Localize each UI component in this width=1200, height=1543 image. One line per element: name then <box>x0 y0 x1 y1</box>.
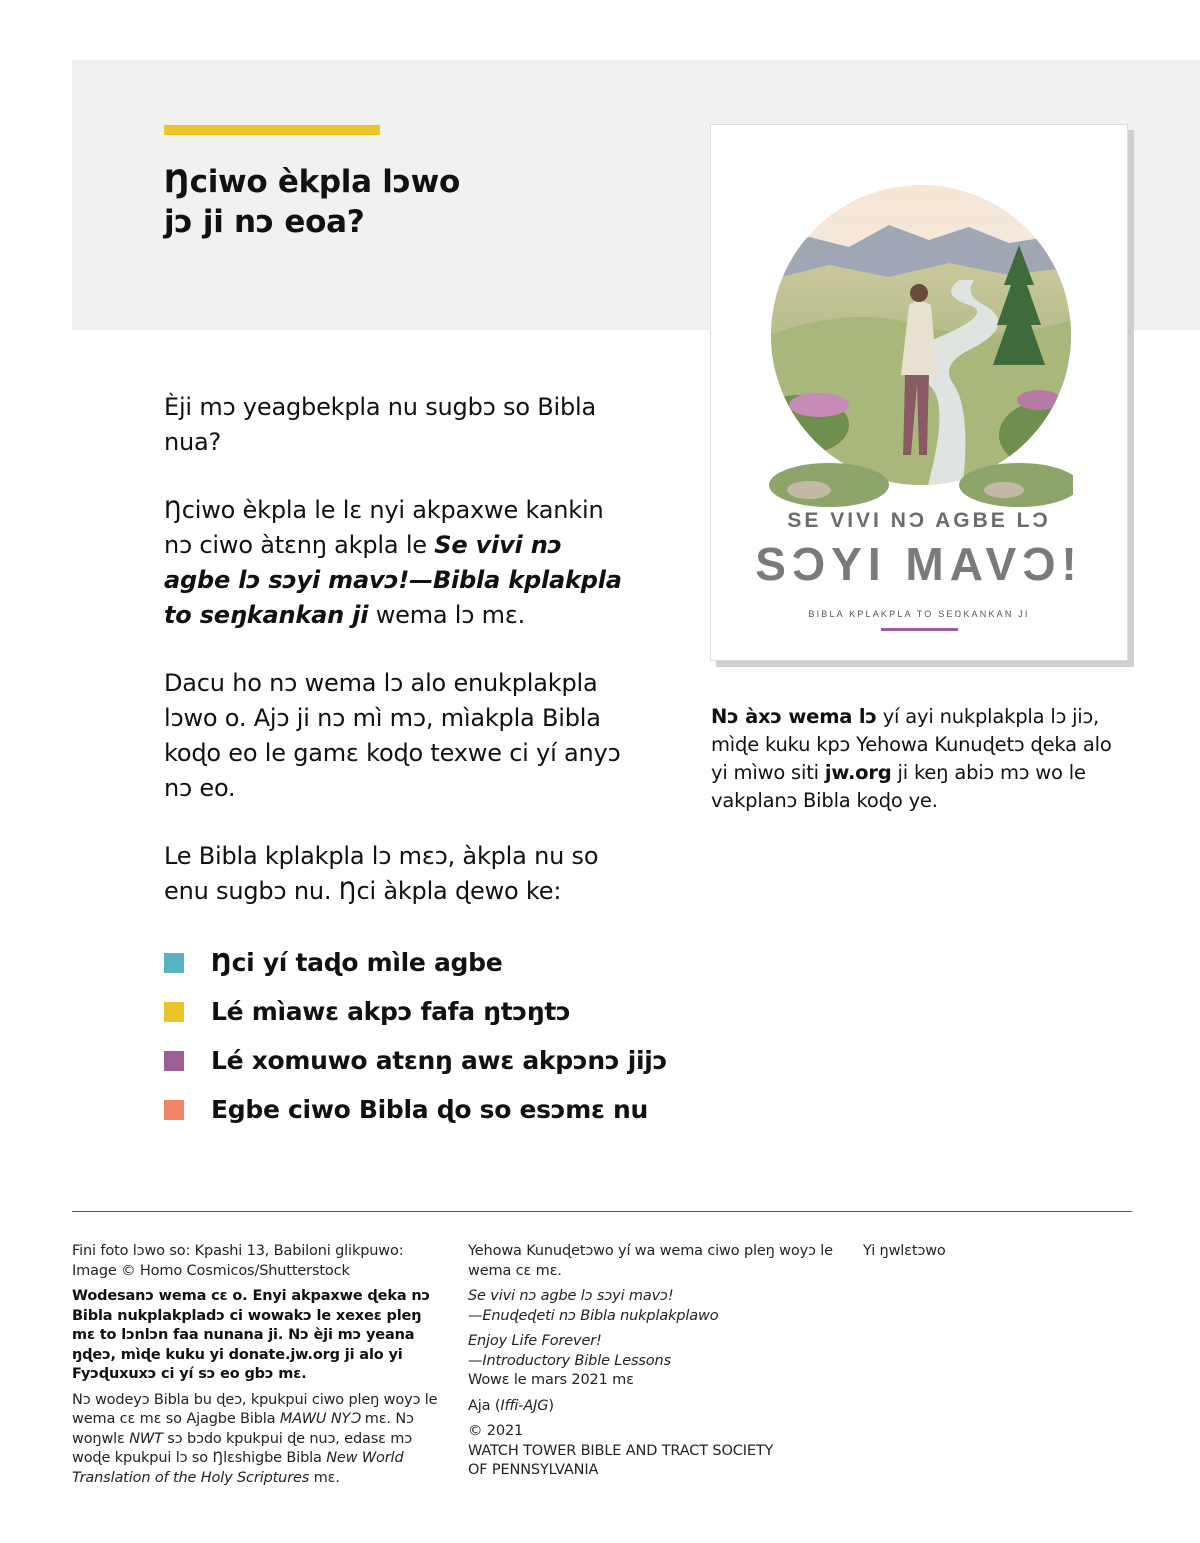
book-title-local-main: Se vivi nɔ agbe lɔ sɔyi mavɔ! <box>468 1288 674 1304</box>
request-note-text: yí ayi nukplakpla lɔ jiɔ, mìɖe kuku kpɔ Yehowa Kunuɖetɔ ɖeka alo yi mìwo siti <box>711 705 1112 784</box>
topic-label: Lé xomuwo atɛnŋ awɛ akpɔnɔ jijɔ <box>211 1046 668 1075</box>
bible-note-text: mɛ. <box>309 1469 340 1486</box>
list-item <box>164 987 684 1036</box>
paragraph-2 <box>164 493 634 633</box>
topic-label: Ŋci yí taɖo mìle agbe <box>211 948 503 977</box>
book-title-emphasis: Se vivi nɔ agbe lɔ sɔyi mavɔ!—Bibla kplakpla to seŋkankan ji <box>164 531 622 629</box>
language-code <box>468 1397 838 1417</box>
title-line-1: Ŋciwo èkpla lɔwo <box>164 164 460 200</box>
topic-label: Lé mìawɛ akpɔ fafa ŋtɔŋtɔ <box>211 997 571 1026</box>
page-title <box>164 162 584 242</box>
cover-rule <box>881 628 958 631</box>
list-item <box>164 938 684 987</box>
paragraph-1: Èji mɔ yeagbekpla nu sugbɔ so Bibla nua? <box>164 393 596 456</box>
accent-bar <box>164 125 380 135</box>
language-name: Aja ( <box>468 1397 501 1414</box>
cover-illustration <box>769 185 1073 515</box>
copyright <box>468 1422 838 1481</box>
yellow-square-icon <box>164 1002 184 1022</box>
book-title-local-sub: —Enuɖeɖeti nɔ Bibla nukplakplawo <box>468 1307 719 1324</box>
paragraph-3: Dacu ho nɔ wema lɔ alo enukplakpla lɔwo o. Ajɔ ji nɔ mì mɔ, mìakpla Bibla koɖo eo le gamɛ koɖo texwe ci yí anyɔ nɔ eo. <box>164 669 621 802</box>
book-subtitle-english: —Introductory Bible Lessons <box>468 1352 671 1369</box>
salmon-square-icon <box>164 1100 184 1120</box>
site-link[interactable]: jw.org <box>824 761 892 784</box>
language-paren: ) <box>548 1397 554 1414</box>
list-item <box>164 1036 684 1085</box>
publisher-line-2: OF PENNSYLVANIA <box>468 1462 599 1478</box>
bible-name: MAWU NYƆ <box>279 1411 361 1427</box>
paragraph-2-intro: Ŋciwo èkpla le lɛ nyi akpaxwe kankin nɔ ciwo àtɛnŋ akpla le <box>164 496 604 559</box>
request-note-lead: Nɔ àxɔ wema lɔ <box>711 705 877 728</box>
photo-credit: Fini foto lɔwo so: Kpashi 13, Babiloni glikpuwo: Image © Homo Cosmicos/Shutterstock <box>72 1243 404 1279</box>
topic-label: Egbe ciwo Bibla ɖo so esɔmɛ nu <box>211 1095 649 1124</box>
bible-note-text: mɛ. Nɔ woŋwlɛ <box>72 1411 414 1447</box>
list-item <box>164 1085 684 1134</box>
publisher-note: Yehowa Kunuɖetɔwo yí wa wema ciwo pleŋ woyɔ le wema cɛ mɛ. <box>468 1243 833 1279</box>
body-text <box>164 390 634 942</box>
request-note-tail: ji keŋ abiɔ mɔ wo le vakplanɔ Bibla koɖo ye. <box>711 761 1086 812</box>
book-cover <box>710 124 1128 661</box>
cover-title-top: SE VIVI NƆ AGBE LƆ <box>787 509 1051 532</box>
cover-title-main: SƆYI MAVƆ! <box>755 538 1083 590</box>
bible-note-text: sɔ bɔdo kpukpui ɖe nuɔ, edasɛ mɔ woɖe kpukpui lɔ so Ŋlɛshigbe Bibla <box>72 1430 413 1466</box>
title-line-2: jɔ ji nɔ eoa? <box>164 204 365 240</box>
topic-list <box>164 938 684 1134</box>
footer-column-3 <box>863 1242 1113 1268</box>
print-date: Wowɛ le mars 2021 mɛ <box>468 1372 634 1388</box>
bible-note-text: Nɔ wodeyɔ Bibla bu ɖeɔ, kpukpui ciwo pleŋ woyɔ le wema cɛ mɛ so Ajagbe Bibla <box>72 1391 438 1427</box>
book-title-local <box>468 1287 838 1326</box>
footer-column-2 <box>468 1242 838 1487</box>
language-code-text: Iffi-AJG <box>500 1397 549 1414</box>
nwt-abbr: NWT <box>129 1430 163 1447</box>
purple-square-icon <box>164 1051 184 1071</box>
paragraph-4: Le Bibla kplakpla lɔ mɛɔ, àkpla nu so enu sugbɔ nu. Ŋci àkpla ɖewo ke: <box>164 842 599 905</box>
bible-note <box>72 1391 442 1489</box>
nwt-title: New World Translation of the Holy Scriptures <box>72 1450 404 1486</box>
publisher-line-1: WATCH TOWER BIBLE AND TRACT SOCIETY <box>468 1442 774 1459</box>
paragraph-2-end: wema lɔ mɛ. <box>368 601 526 629</box>
copyright-year: © 2021 <box>468 1423 524 1439</box>
book-title-english-block <box>468 1332 838 1391</box>
printers-label: Yi ŋwlɛtɔwo <box>863 1243 946 1259</box>
request-note <box>711 703 1131 815</box>
cover-subtitle: BIBLA KPLAKPLA TO SEŊKANKAN JI <box>808 609 1030 619</box>
donation-note: Wodesanɔ wema cɛ o. Enyi akpaxwe ɖeka nɔ Bibla nukplakpladɔ ci wowakɔ le xexeɛ pleŋ mɛ to lɔnlɔn faa nunana ji. Nɔ èji mɔ yeana ŋɖeɔ, mìɖe kuku yi donate.jw.org ji alo yi Fyɔɖuxuxɔ ci yí sɔ eo gbɔ mɛ. <box>72 1288 430 1382</box>
footer-column-1 <box>72 1242 442 1494</box>
book-title-english: Enjoy Life Forever! <box>468 1333 602 1349</box>
teal-square-icon <box>164 953 184 973</box>
footer-divider <box>72 1211 1132 1212</box>
